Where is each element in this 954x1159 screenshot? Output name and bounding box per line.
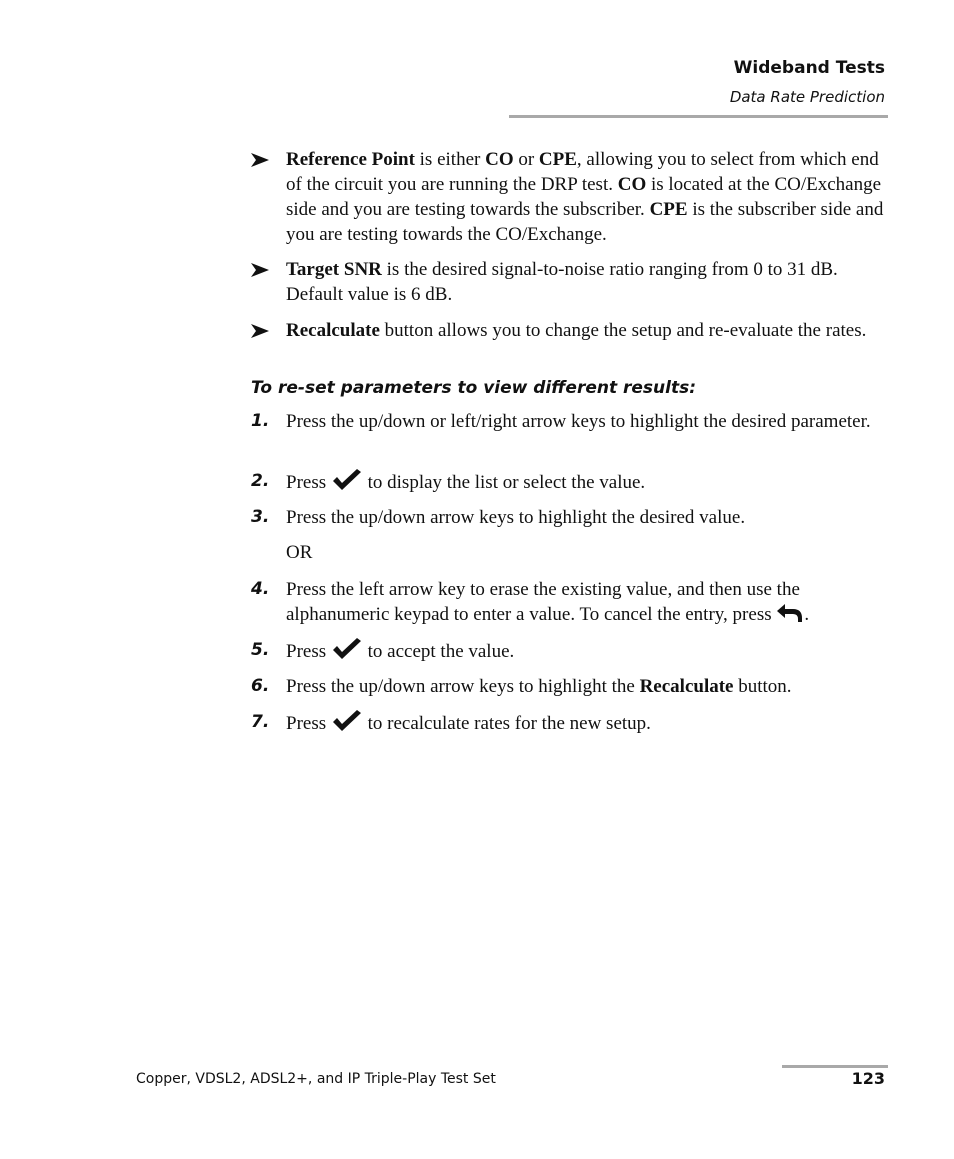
step-number: 3. [251, 507, 270, 527]
procedure-step-4: 4. Press the left arrow key to erase the existing value, and then use the alphanumeric keypad to enter a value. To cancel the entry, press . [251, 579, 810, 625]
step-number: 7. [251, 712, 270, 732]
arrowhead-bullet-icon [251, 324, 269, 338]
bullet-recalculate: Recalculate button allows you to change the setup and re-evaluate the rates. [251, 318, 891, 343]
checkmark-icon [331, 469, 363, 491]
page-number: 123 [851, 1069, 885, 1088]
checkmark-icon [331, 638, 363, 660]
bullet-reference-point: Reference Point is either CO or CPE, allowing you to select from which end of the circuit you are running the DRP test. CO is located at the CO/Exchange side and you are testing towards the subscriber. CPE is the subscriber side and you are testing towards the CO/Exchange. [251, 147, 891, 247]
procedure-step-6: 6. Press the up/down arrow keys to highlight the Recalculate button. [251, 676, 792, 697]
arrowhead-bullet-icon [251, 153, 269, 167]
procedure-step-3 [251, 505, 891, 530]
return-arrow-icon [776, 603, 804, 623]
bullet-target-snr: Target SNR is the desired signal-to-noise ratio ranging from 0 to 31 dB. Default value is 6 dB. [251, 257, 891, 307]
running-header-subtitle: Data Rate Prediction [729, 88, 885, 106]
step-text: Press the up/down or left/right arrow keys to highlight the desired parameter. [286, 411, 871, 432]
step-number: 6. [251, 676, 270, 696]
procedure-step-2: 2. Press to display the list or select the value. [251, 471, 646, 493]
checkmark-icon [331, 710, 363, 732]
procedure-step-1 [251, 409, 891, 434]
or-separator: OR [286, 542, 313, 563]
footer-product-name: Copper, VDSL2, ADSL2+, and IP Triple-Play Test Set [136, 1071, 496, 1087]
step-number: 2. [251, 471, 270, 491]
header-rule [509, 115, 888, 118]
running-header-title: Wideband Tests [733, 58, 885, 78]
step-number: 4. [251, 579, 270, 599]
step-number: 5. [251, 640, 270, 660]
footer-rule [782, 1065, 888, 1068]
step-text: Press the up/down arrow keys to highlight the desired value. [286, 507, 746, 528]
step-number: 1. [251, 411, 270, 431]
arrowhead-bullet-icon [251, 263, 269, 277]
procedure-step-7: 7. Press to recalculate rates for the new setup. [251, 712, 651, 734]
procedure-heading: To re-set parameters to view different results: [251, 378, 697, 398]
procedure-step-5: 5. Press to accept the value. [251, 640, 515, 662]
